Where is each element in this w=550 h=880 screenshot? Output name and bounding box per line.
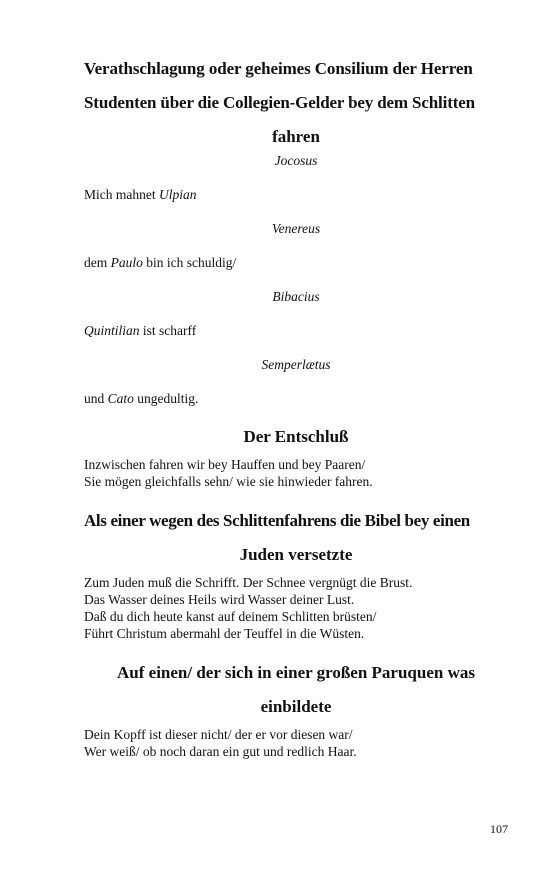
verse-line: Führt Christum abermahl der Teuffel in die Wüsten. <box>84 626 365 641</box>
title-line-3: fahren <box>272 127 320 146</box>
speech-text: und <box>84 391 108 406</box>
verse-block <box>84 726 508 760</box>
speech-text: dem <box>84 255 111 270</box>
verse-line: Wer weiß/ ob noch daran ein gut und redlich Haar. <box>84 744 357 759</box>
verse-block <box>84 574 508 642</box>
speaker-semperlaetus: Semperlætus <box>261 357 331 372</box>
section-heading-line: Auf einen/ der sich in einer großen Paruquen was <box>117 663 475 682</box>
verse-line: Sie mögen gleichfalls sehn/ wie sie hinwieder fahren. <box>84 474 373 489</box>
speech-line-3 <box>84 320 508 342</box>
section-heading <box>84 504 508 572</box>
speech-text: ist scharff <box>139 323 197 338</box>
page-number: 107 <box>490 822 508 836</box>
speech-text: ungedultig. <box>133 391 199 406</box>
dialogue <box>84 150 508 410</box>
section-bibel <box>84 504 508 642</box>
section-heading-line: Juden versetzte <box>239 545 353 564</box>
verse-line: Inzwischen fahren wir bey Hauffen und bey Paaren/ <box>84 457 366 472</box>
verse-line: Daß du dich heute kanst auf deinem Schlitten brüsten/ <box>84 609 377 624</box>
speech-name: Paulo <box>110 255 143 270</box>
title-line-2: Studenten über die Collegien-Gelder bey dem Schlitten <box>84 93 475 112</box>
speech-text: Mich mahnet <box>84 187 159 202</box>
speech-name: Quintilian <box>84 323 140 338</box>
speech-name: Ulpian <box>158 187 197 202</box>
speaker-bibacius: Bibacius <box>272 289 320 304</box>
speech-name: Cato <box>107 391 134 406</box>
section-heading <box>84 656 508 724</box>
section-heading <box>84 420 508 454</box>
section-heading-line: einbildete <box>260 697 332 716</box>
speaker-jocosus: Jocosus <box>274 153 318 168</box>
verse-line: Zum Juden muß die Schrifft. Der Schnee vergnügt die Brust. <box>84 575 413 590</box>
verse-block <box>84 456 508 490</box>
speech-line-4 <box>84 388 508 410</box>
title-heading <box>84 52 508 154</box>
speech-line-1 <box>84 184 508 206</box>
speaker-venereus: Venereus <box>271 221 321 236</box>
verse-line: Das Wasser deines Heils wird Wasser deiner Lust. <box>84 592 355 607</box>
verse-line: Dein Kopff ist dieser nicht/ der er vor diesen war/ <box>84 727 353 742</box>
section-entschluss <box>84 420 508 490</box>
section-heading-line: Der Entschluß <box>243 427 349 446</box>
title-line-1: Verathschlagung oder geheimes Consilium der Herren <box>84 59 473 78</box>
speech-text: bin ich schuldig/ <box>142 255 237 270</box>
section-paruquen <box>84 656 508 760</box>
section-heading-line: Als einer wegen des Schlittenfahrens die Bibel bey einen <box>84 511 470 530</box>
speech-line-2 <box>84 252 508 274</box>
